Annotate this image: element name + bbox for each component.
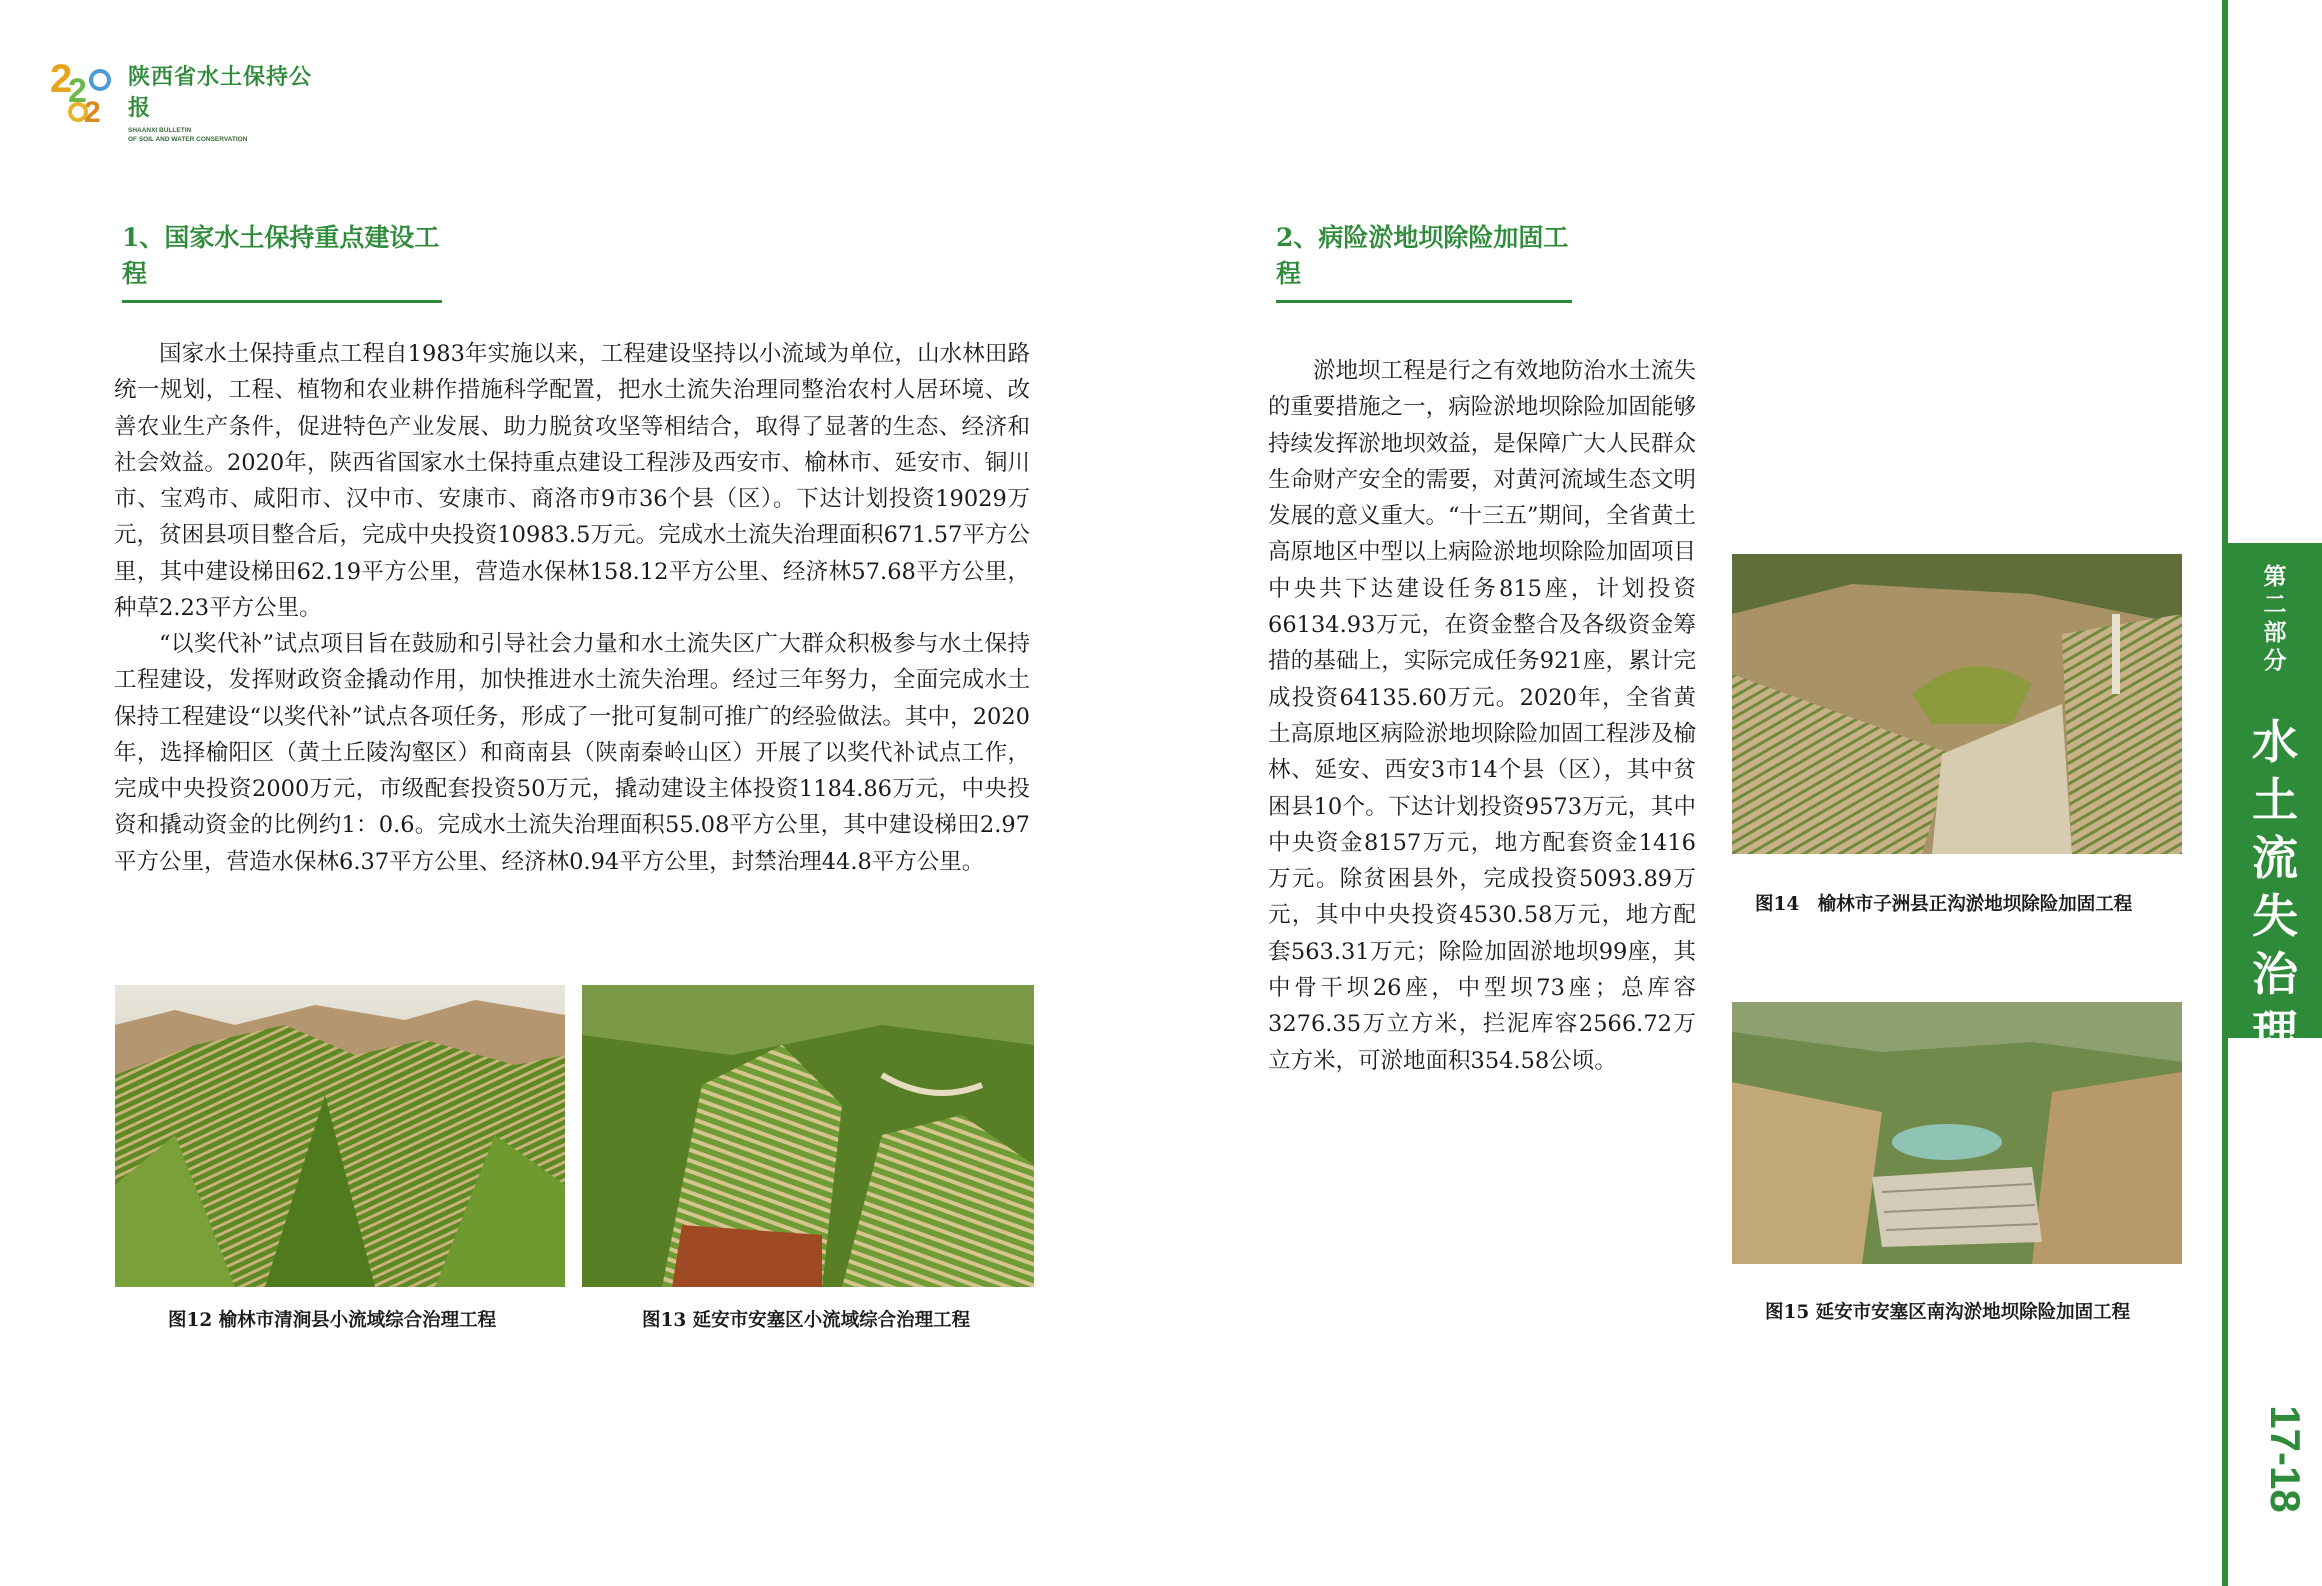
section-1-paragraph-1: 国家水土保持重点工程自1983年实施以来，工程建设坚持以小流域为单位，山水林田路统一规划，工程、植物和农业耕作措施科学配置，把水土流失治理同整治农村人居环境、改善农业生产条件，促进特色产业发展、助力脱贫攻坚等相结合，取得了显著的生态、经济和社会效益。2020年，陕西省国家水土保持重点建设工程涉及西安市、榆林市、延安市、铜川市、宝鸡市、咸阳市、汉中市、安康市、商洛市9市36个县（区）。下达计划投资19029万元，贫困县项目整合后，完成中央投资10983.5万元。完成水土流失治理面积671.57平方公里，其中建设梯田62.19平方公里，营造水保林158.12平方公里、经济林57.68平方公里，种草2.23平方公里。 [114,341,1030,622]
photo-terraced-hills-qingjian [115,985,565,1287]
part-title [2228,713,2322,1061]
svg-text:2: 2 [68,72,87,110]
svg-text:2: 2 [50,57,73,101]
part-char: 部 [2263,619,2287,646]
logo-subtitle-line-2: OF SOIL AND WATER CONSERVATION [128,136,248,143]
section-1-paragraph-2: “以奖代补”试点项目旨在鼓励和引导社会力量和水土流失区广大群众积极参与水土保持工程建设，发挥财政资金撬动作用，加快推进水土流失治理。经过三年努力，全面完成水土保持工程建设“以奖代补”试点各项任务，形成了一批可复制可推广的经验做法。其中，2020年，选择榆阳区（黄土丘陵沟壑区）和商南县（陕南秦岭山区）开展了以奖代补试点工作，完成中央投资2000万元，市级配套投资50万元，撬动建设主体投资1184.86万元，中央投资和撬动资金的比例约1：0.6。完成水土流失治理面积55.08平方公里，其中建设梯田2.97平方公里，营造水保林6.37平方公里、经济林0.94平方公里，封禁治理44.8平方公里。 [114,631,1030,875]
title-char: 失 [2252,889,2298,943]
bulletin-logo [48,50,328,143]
logo-subtitle-line-1: SHAANXI BULLETIN [128,127,192,134]
part-char: 二 [2263,591,2287,618]
page-number: 17-18 [2262,1405,2309,1513]
photo-check-dam-zizhou [1732,554,2182,854]
section-tab [2228,543,2322,1059]
figure-13-caption: 图13 延安市安塞区小流域综合治理工程 [642,1310,971,1331]
part-char: 分 [2263,647,2287,674]
figure-15-caption: 图15 延安市安塞区南沟淤地坝除险加固工程 [1765,1302,2131,1323]
section-2-paragraph: 淤地坝工程是行之有效地防治水土流失的重要措施之一，病险淤地坝除险加固能够持续发挥淤地坝效益，是保障广大人民群众生命财产安全的需要，对黄河流域生态文明发展的意义重大。“十三五”期间，全省黄土高原地区中型以上病险淤地坝除险加固项目中央共下达建设任务815座，计划投资66134.93万元，在资金整合及各级资金筹措的基础上，实际完成任务921座，累计完成投资64135.60万元。2020年，全省黄土高原地区病险淤地坝除险加固工程涉及榆林、延安、西安3市14个县（区），其中贫困县10个。下达计划投资9573万元，其中中央资金8157万元，地方配套资金1416万元。除贫困县外，完成投资5093.89万元，其中中央投资4530.58万元，地方配套563.31万元；除险加固淤地坝99座，其中骨干坝26座，中型坝73座；总库容3276.35万立方米，拦泥库容2566.72万立方米，可淤地面积354.58公顷。 [1268,358,1697,1074]
title-char: 水 [2252,715,2298,769]
title-char: 治 [2252,947,2298,1001]
photo-terraced-hills-ansai [582,985,1034,1287]
title-char: 土 [2252,773,2298,827]
section-heading-2: 2、病险淤地坝除险加固工程 [1276,218,1572,303]
part-char: 第 [2263,563,2287,590]
part-label [2228,563,2322,675]
svg-text:2: 2 [84,96,101,129]
figure-14-caption: 图14 榆林市子洲县正沟淤地坝除险加固工程 [1755,894,2133,915]
figure-12-caption: 图12 榆林市清涧县小流域综合治理工程 [168,1310,497,1331]
title-char: 流 [2252,831,2298,885]
section-heading-1: 1、国家水土保持重点建设工程 [122,218,442,303]
photo-check-dam-ansai [1732,1002,2182,1264]
logo-2020-mark [48,50,128,130]
title-char: 理 [2252,1005,2298,1059]
logo-subtitle [128,126,328,144]
logo-title: 陕西省水土保持公报 [128,64,313,121]
